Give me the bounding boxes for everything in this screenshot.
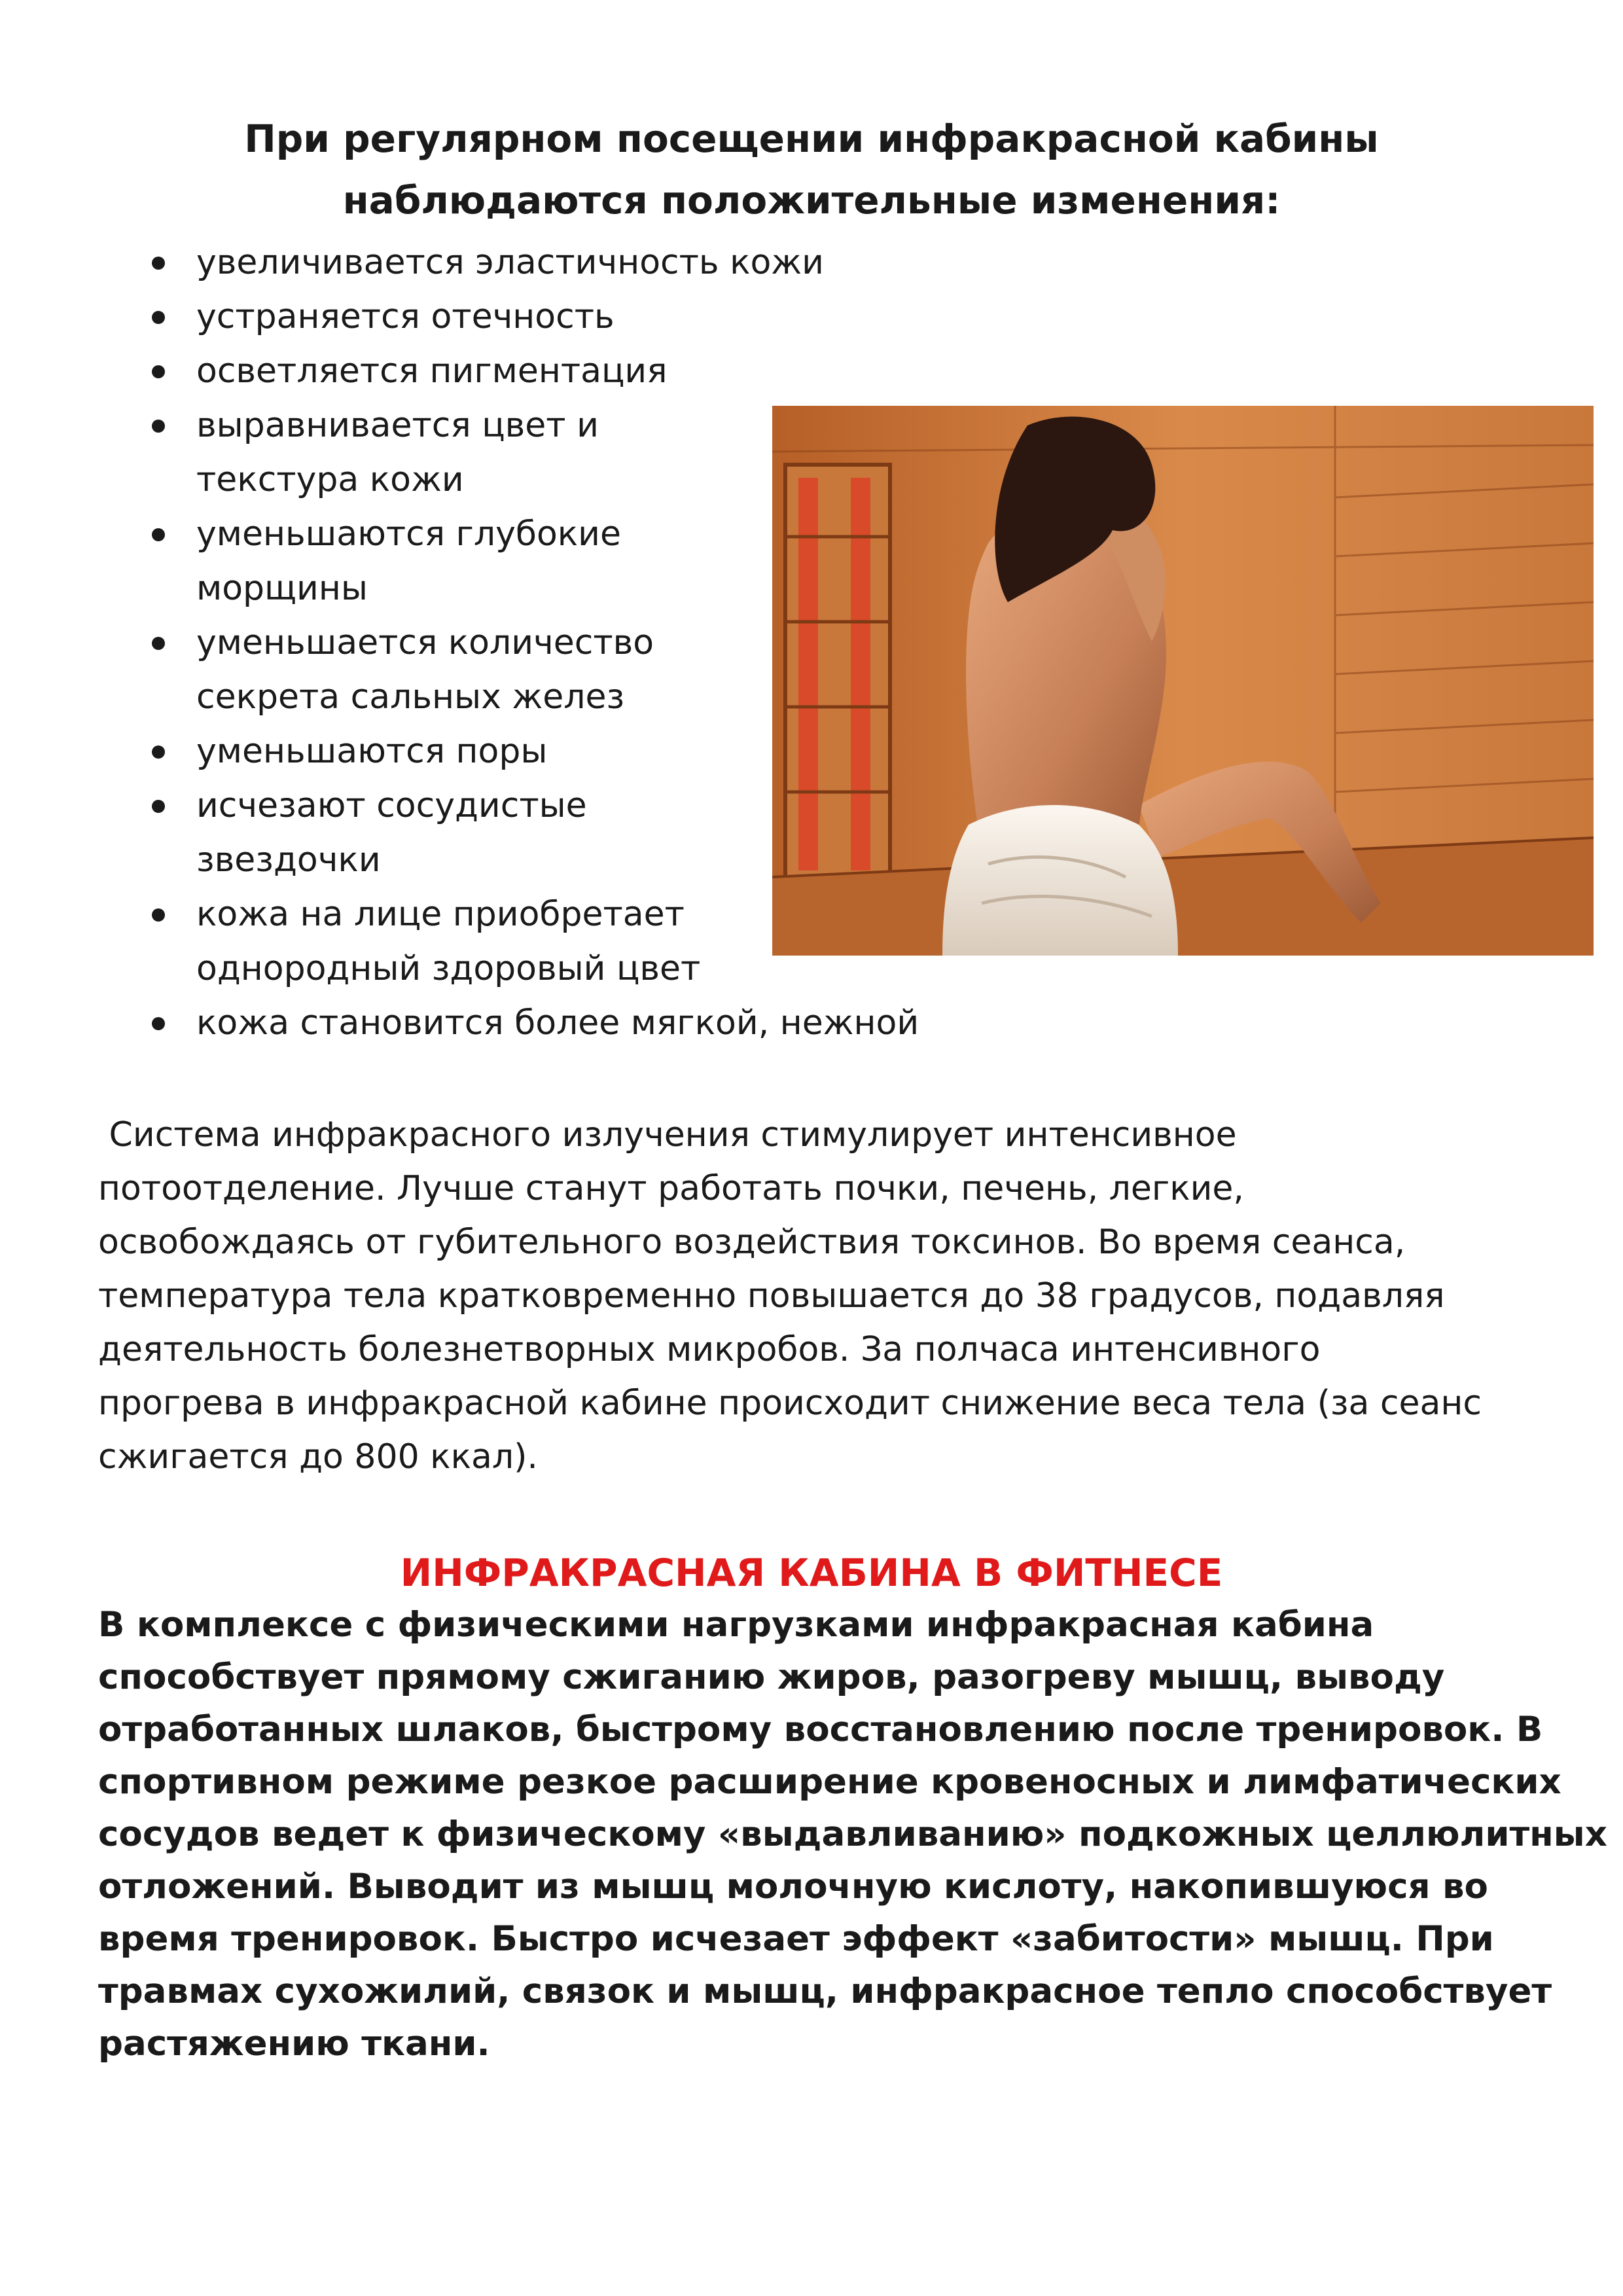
list-item: уменьшается количество секрета сальных желез (151, 616, 923, 725)
list-item: осветляется пигментация (151, 344, 923, 399)
list-item: кожа на лице приобретает однородный здоровый цвет (151, 888, 923, 996)
paragraph-line: деятельность болезнетворных микробов. За полчаса интенсивного (98, 1330, 1321, 1369)
list-item: уменьшаются поры (151, 725, 923, 779)
list-item: кожа становится более мягкой, нежной (151, 996, 923, 1050)
paragraph-line: Система инфракрасного излучения стимулирует интенсивное (98, 1115, 1237, 1155)
section-line: отработанных шлаков, быстрому восстановлению после тренировок. В (98, 1710, 1543, 1749)
list-item: уменьшаются глубокие морщины (151, 507, 923, 616)
paragraph-line: температура тела кратковременно повышается до 38 градусов, подавляя (98, 1276, 1445, 1316)
paragraph-line: сжигается до 800 ккал). (98, 1437, 538, 1477)
section-line: способствует прямому сжиганию жиров, разогреву мышц, выводу (98, 1657, 1445, 1697)
sauna-photo (772, 406, 1594, 956)
list-item: выравнивается цвет и текстура кожи (151, 399, 923, 507)
section-line: растяжению ткани. (98, 2024, 490, 2064)
page-title (92, 108, 1531, 231)
section-line: спортивном режиме резкое расширение кровеносных и лимфатических (98, 1762, 1561, 1802)
title-line-2: наблюдаются положительные изменения: (342, 178, 1281, 223)
body-paragraph (98, 1108, 1538, 1484)
list-item: устраняется отечность (151, 290, 923, 344)
section-heading: ИНФРАКРАСНАЯ КАБИНА В ФИТНЕСЕ (400, 1551, 1223, 1595)
section-line: В комплексе с физическими нагрузками инфракрасная кабина (98, 1605, 1374, 1645)
list-item: исчезают сосудистые звездочки (151, 779, 923, 888)
section-line: время тренировок. Быстро исчезает эффект «забитости» мышц. При (98, 1919, 1494, 1959)
section-line: отложений. Выводит из мышц молочную кислоту, накопившуюся во (98, 1867, 1488, 1907)
paragraph-line: прогрева в инфракрасной кабине происходит снижение веса тела (за сеанс (98, 1384, 1482, 1423)
section-line: сосудов ведет к физическому «выдавливанию» подкожных целлюлитных (98, 1814, 1607, 1854)
woman-in-infrared-sauna-photo-icon (772, 406, 1594, 956)
section-line: травмах сухожилий, связок и мышц, инфракрасное тепло способствует (98, 1971, 1552, 2011)
section-paragraph (98, 1599, 1607, 2070)
title-line-1: При регулярном посещении инфракрасной кабины (244, 117, 1379, 161)
paragraph-line: освобождаясь от губительного воздействия токсинов. Во время сеанса, (98, 1223, 1406, 1262)
paragraph-line: потоотделение. Лучше станут работать почки, печень, легкие, (98, 1169, 1244, 1208)
list-item: увеличивается эластичность кожи (151, 236, 923, 290)
